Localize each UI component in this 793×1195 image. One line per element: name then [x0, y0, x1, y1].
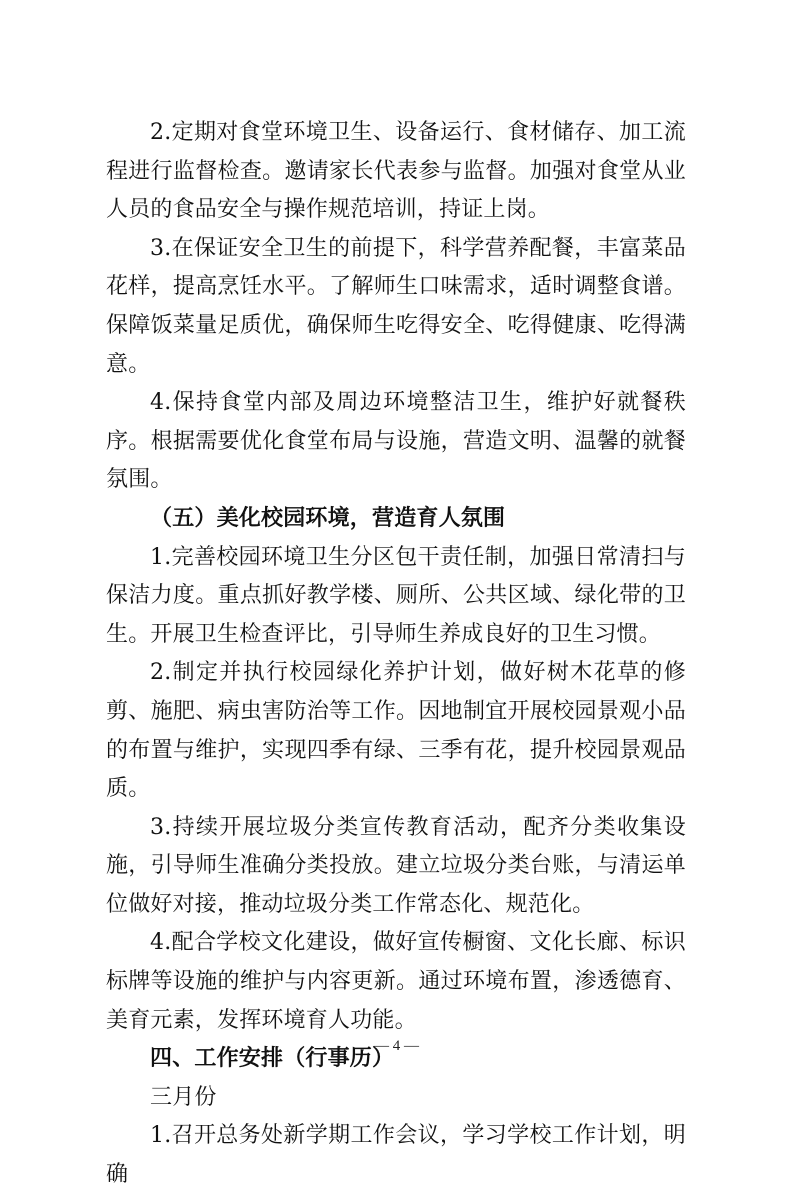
- document-body: [106, 114, 686, 1195]
- paragraph-canteen-environment: 4.保持食堂内部及周边环境整洁卫生，维护好就餐秩序。根据需要优化食堂布局与设施，营造文明、温馨的就餐氛围。: [106, 390, 686, 493]
- paragraph-garbage-sorting: 3.持续开展垃圾分类宣传教育活动，配齐分类收集设施，引导师生准确分类投放。建立垃圾分类台账，与清运单位做好对接，推动垃圾分类工作常态化、规范化。: [106, 814, 686, 917]
- section-heading-campus-environment: （五）美化校园环境，营造育人氛围: [150, 505, 506, 531]
- paragraph-march-item-1: 1.召开总务处新学期工作会议，学习学校工作计划，明确: [106, 1123, 686, 1188]
- paragraph-canteen-inspection: 2.定期对食堂环境卫生、设备运行、食材储存、加工流程进行监督检查。邀请家长代表参与监督。加强对食堂从业人员的食品安全与操作规范培训，持证上岗。: [106, 120, 686, 223]
- paragraph-culture-construction: 4.配合学校文化建设，做好宣传橱窗、文化长廊、标识标牌等设施的维护与内容更新。通过环境布置，渗透德育、美育元素，发挥环境育人功能。: [106, 930, 686, 1033]
- paragraph-hygiene-responsibility: 1.完善校园环境卫生分区包干责任制，加强日常清扫与保洁力度。重点抓好教学楼、厕所、公共区域、绿化带的卫生。开展卫生检查评比，引导师生养成良好的卫生习惯。: [106, 544, 686, 647]
- month-label-march: 三月份: [150, 1084, 217, 1110]
- paragraph-greening-plan: 2.制定并执行校园绿化养护计划，做好树木花草的修剪、施肥、病虫害防治等工作。因地制宜开展校园景观小品的布置与维护，实现四季有绿、三季有花，提升校园景观品质。: [106, 660, 686, 802]
- section-heading-work-schedule: 四、工作安排（行事历）: [150, 1046, 395, 1072]
- paragraph-nutrition-menu: 3.在保证安全卫生的前提下，科学营养配餐，丰富菜品花样，提高烹饪水平。了解师生口味需求，适时调整食谱。保障饭菜量足质优，确保师生吃得安全、吃得健康、吃得满意。: [106, 235, 686, 377]
- page-number: — 4 —: [374, 1038, 419, 1054]
